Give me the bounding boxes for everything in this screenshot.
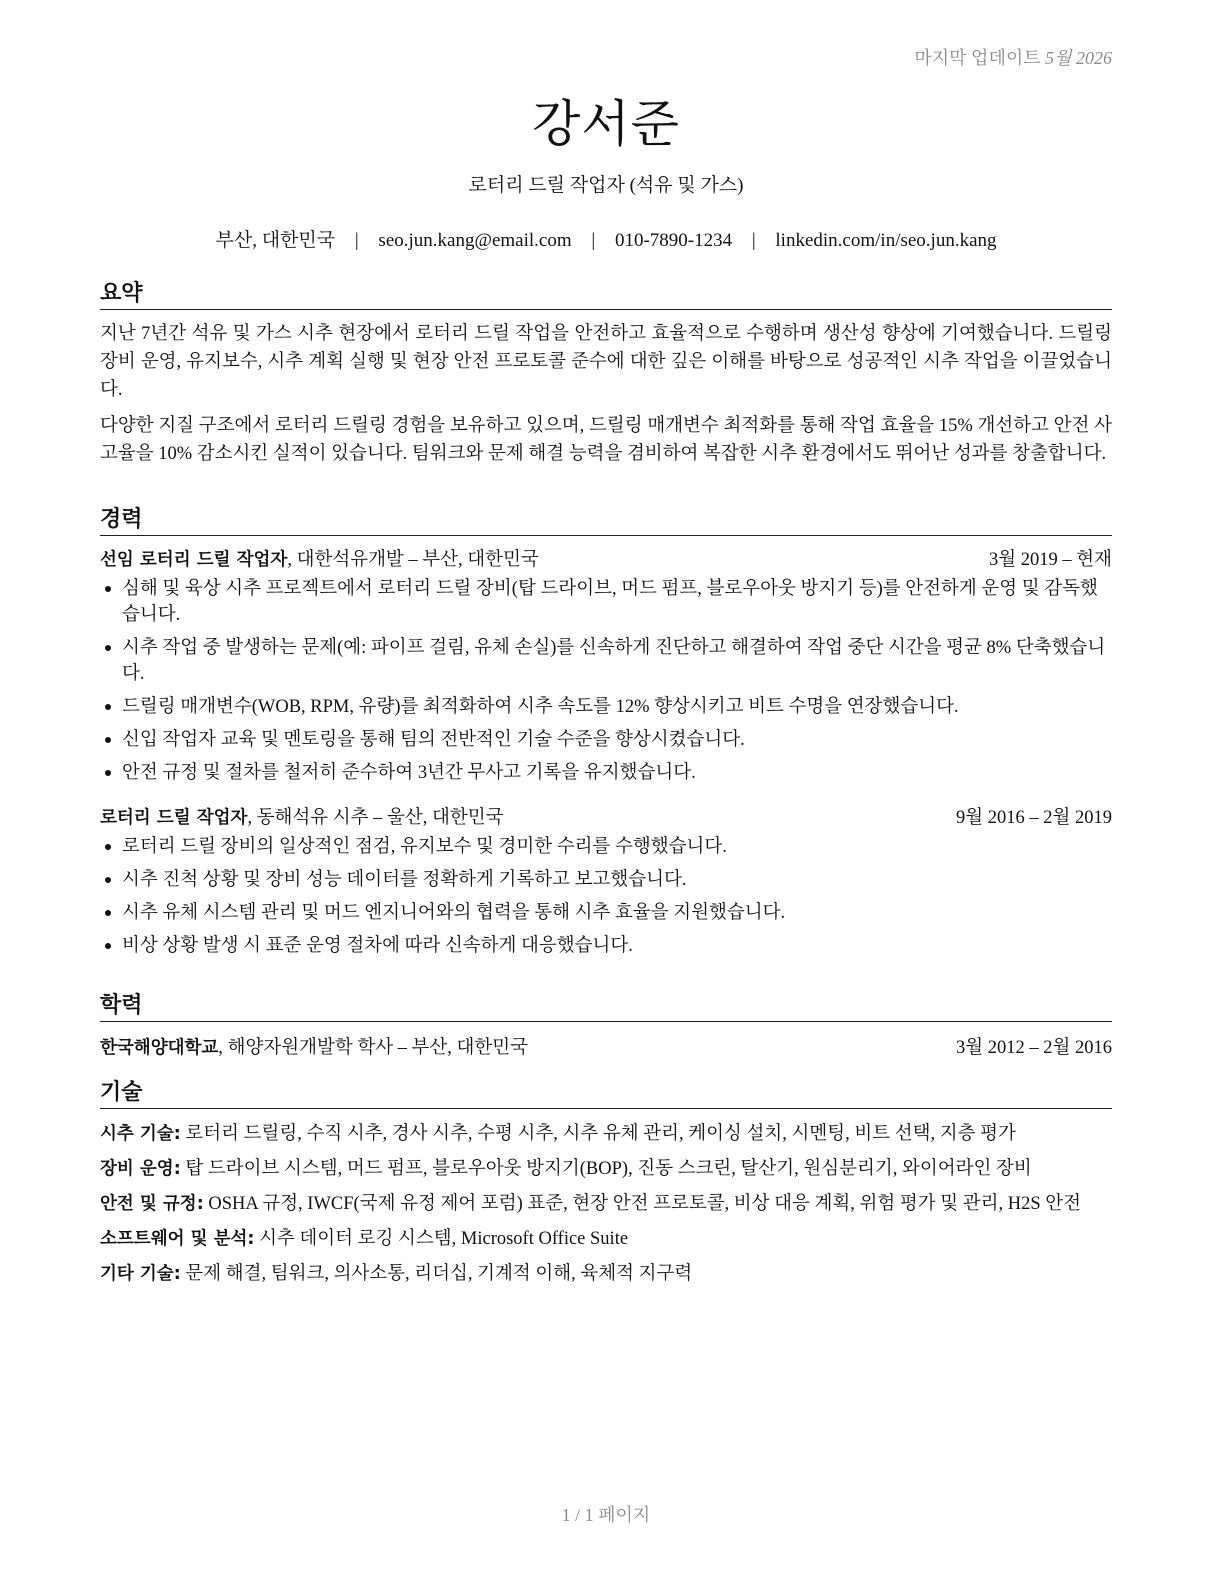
skill-value: 탑 드라이브 시스템, 머드 펌프, 블로우아웃 방지기(BOP), 진동 스크린, 탈산기, 원심분리기, 와이어라인 장비 [180,1159,1032,1179]
summary-paragraph: 다양한 지질 구조에서 로터리 드릴링 경험을 보유하고 있으며, 드릴링 매개변수 최적화를 통해 작업 효율을 15% 개선하고 안전 사고율을 10% 감소시킨 실적이 있습니다. 팀워크와 문제 해결 능력을 겸비하여 복잡한 시추 환경에서도 뛰어난 성과를 창출합니다. [100,416,1112,464]
skills-heading: 기술 [100,1075,1112,1109]
candidate-name: 강서준 [532,95,680,153]
job-company: , 동해석유 시추 – 울산, 대한민국 [247,808,504,828]
job-bullet: 로터리 드릴 장비의 일상적인 점검, 유지보수 및 경미한 수리를 수행했습니다. [100,834,1112,860]
job-bullet: 시추 작업 중 발생하는 문제(예: 파이프 걸림, 유체 손실)를 신속하게 진단하고 해결하여 작업 중단 시간을 평균 8% 단축했습니다. [100,635,1112,687]
contact-phone: 010-7890-1234 [614,230,733,251]
skill-row [100,1156,1112,1182]
contact-email-link[interactable]: seo.jun.kang@email.com [378,230,572,251]
job-bullet: 심해 및 육상 시추 프로젝트에서 로터리 드릴 장비(탑 드라이브, 머드 펌프, 블로우아웃 방지기 등)를 안전하게 운영 및 감독했습니다. [100,576,1112,628]
job-entry [100,804,1112,959]
candidate-headline: 로터리 드릴 작업자 (석유 및 가스) [468,175,744,196]
skill-row [100,1261,1112,1287]
job-entry [100,546,1112,786]
job-bullet: 드릴링 매개변수(WOB, RPM, 유량)를 최적화하여 시추 속도를 12% 향상시키고 비트 수명을 연장했습니다. [100,694,1112,720]
education-dates: 3월 2012 – 2월 2016 [956,1038,1112,1058]
education-entry [100,1034,1112,1062]
skill-value: OSHA 규정, IWCF(국제 유정 제어 포럼) 표준, 현장 안전 프로토콜, 비상 대응 계획, 위험 평가 및 관리, H2S 안전 [203,1194,1082,1214]
skill-row [100,1121,1112,1147]
skill-value: 문제 해결, 팀워크, 의사소통, 리더십, 기계적 이해, 육체적 지구력 [180,1264,693,1284]
job-dates: 9월 2016 – 2월 2019 [956,808,1112,828]
summary-heading: 요약 [100,276,1112,310]
skill-label: 장비 운영: [100,1159,181,1179]
contact-line [100,225,1112,252]
education-detail: , 해양자원개발학 학사 – 부산, 대한민국 [218,1038,529,1058]
contact-separator: | [354,230,359,251]
skill-label: 소프트웨어 및 분석: [100,1229,255,1249]
skills-section [100,1075,1112,1296]
job-bullet: 신입 작업자 교육 및 멘토링을 통해 팀의 전반적인 기술 수준을 향상시켰습니다. [100,727,1112,753]
contact-linkedin-link[interactable]: linkedin.com/in/seo.jun.kang [775,230,997,251]
skill-row [100,1226,1112,1252]
skill-label: 안전 및 규정: [100,1194,204,1214]
job-header [100,546,1112,574]
last-updated-label: 마지막 업데이트 [914,48,1041,68]
job-role: 선임 로터리 드릴 작업자 [100,550,288,570]
contact-separator: | [751,230,756,251]
skill-label: 시추 기술: [100,1124,181,1144]
last-updated [914,44,1112,70]
experience-heading: 경력 [100,502,1112,536]
job-bullet: 안전 규정 및 절차를 철저히 준수하여 3년간 무사고 기록을 유지했습니다. [100,760,1112,786]
experience-section [100,502,1112,966]
skill-value: 시추 데이터 로깅 시스템, Microsoft Office Suite [254,1229,629,1249]
resume-page [100,0,1112,1584]
job-bullets [100,576,1112,786]
education-school: 한국해양대학교 [100,1038,219,1058]
job-bullet: 비상 상황 발생 시 표준 운영 절차에 따라 신속하게 대응했습니다. [100,933,1112,959]
last-updated-year: 2026 [1076,48,1112,68]
job-role: 로터리 드릴 작업자 [100,808,248,828]
skill-label: 기타 기술: [100,1264,181,1284]
job-bullets [100,834,1112,959]
summary-section [100,276,1112,468]
summary-paragraph: 지난 7년간 석유 및 가스 시추 현장에서 로터리 드릴 작업을 안전하고 효율적으로 수행하며 생산성 향상에 기여했습니다. 드릴링 장비 운영, 유지보수, 시추 계획 실행 및 현장 안전 프로토콜 준수에 대한 깊은 이해를 바탕으로 성공적인 시추 작업을 이끌었습니다. [100,324,1112,400]
job-bullet: 시추 유체 시스템 관리 및 머드 엔지니어와의 협력을 통해 시추 효율을 지원했습니다. [100,900,1112,926]
skill-value: 로터리 드릴링, 수직 시추, 경사 시추, 수평 시추, 시추 유체 관리, 케이싱 설치, 시멘팅, 비트 선택, 지층 평가 [180,1124,1016,1144]
contact-location: 부산, 대한민국 [215,230,336,251]
job-bullet: 시추 진척 상황 및 장비 성능 데이터를 정확하게 기록하고 보고했습니다. [100,867,1112,893]
education-heading: 학력 [100,988,1112,1022]
job-header [100,804,1112,832]
last-updated-month: 5월 [1045,48,1072,68]
page-number: 1 / 1 페이지 [561,1505,651,1525]
job-company: , 대한석유개발 – 부산, 대한민국 [287,550,539,570]
contact-separator: | [591,230,596,251]
education-section [100,988,1112,1062]
job-dates: 3월 2019 – 현재 [989,550,1112,570]
skill-row [100,1191,1112,1217]
